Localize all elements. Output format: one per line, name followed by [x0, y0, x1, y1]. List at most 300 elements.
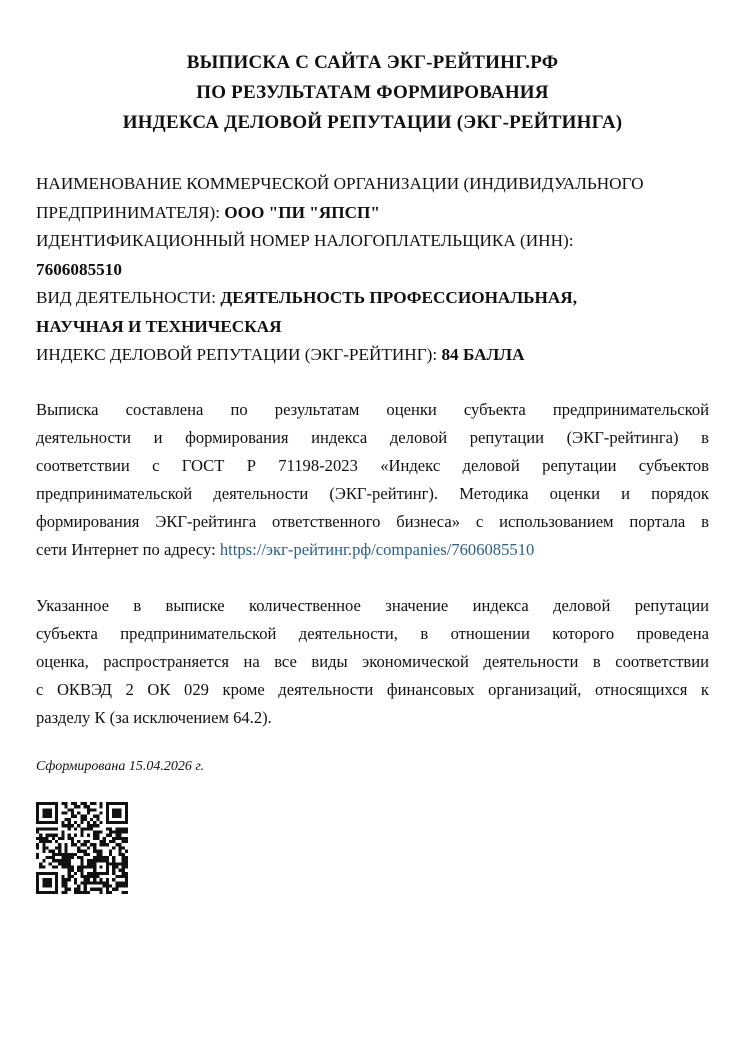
qr-module: [71, 875, 74, 878]
qr-module: [106, 827, 109, 830]
qr-module: [118, 869, 121, 872]
qr-module: [36, 888, 39, 891]
qr-module: [74, 802, 77, 805]
qr-module: [36, 827, 39, 830]
qr-module: [39, 821, 42, 824]
qr-module: [80, 869, 83, 872]
qr-module: [74, 815, 77, 818]
qr-module: [106, 865, 109, 868]
qr-module: [80, 875, 83, 878]
qr-module: [96, 888, 99, 891]
qr-module: [115, 862, 118, 865]
qr-module: [74, 805, 77, 808]
qr-module: [68, 862, 71, 865]
qr-module: [65, 859, 68, 862]
qr-module: [118, 843, 121, 846]
qr-module: [74, 821, 77, 824]
qr-module: [36, 802, 39, 805]
qr-module: [84, 884, 87, 887]
qr-module: [46, 834, 49, 837]
qr-module: [77, 812, 80, 815]
qr-module: [68, 859, 71, 862]
qr-module: [42, 815, 45, 818]
qr-module: [61, 834, 64, 837]
qr-module: [68, 888, 71, 891]
qr-module: [58, 843, 61, 846]
qr-module: [84, 802, 87, 805]
qr-module: [96, 875, 99, 878]
qr-module: [93, 859, 96, 862]
paragraph-line: Выписка составлена по результатам оценки субъекта предпринимательской: [36, 400, 709, 419]
qr-module: [122, 869, 125, 872]
qr-module: [46, 837, 49, 840]
qr-module: [125, 850, 128, 853]
qr-module: [96, 881, 99, 884]
qr-module: [84, 840, 87, 843]
qr-module: [74, 872, 77, 875]
qr-module: [71, 865, 74, 868]
qr-module: [49, 862, 52, 865]
qr-module: [39, 837, 42, 840]
qr-module: [42, 865, 45, 868]
qr-module: [65, 862, 68, 865]
qr-module: [55, 802, 58, 805]
org-name-row: [36, 199, 716, 228]
qr-module: [49, 891, 52, 894]
qr-module: [93, 869, 96, 872]
qr-module: [96, 815, 99, 818]
qr-module: [122, 831, 125, 834]
qr-module: [49, 878, 52, 881]
qr-module: [39, 872, 42, 875]
qr-module: [118, 834, 121, 837]
qr-module: [106, 884, 109, 887]
qr-module: [106, 859, 109, 862]
qr-module: [55, 872, 58, 875]
qr-module: [115, 888, 118, 891]
title-line-3: ИНДЕКСА ДЕЛОВОЙ РЕПУТАЦИИ (ЭКГ-РЕЙТИНГА): [122, 112, 623, 133]
qr-module: [106, 856, 109, 859]
qr-module: [46, 881, 49, 884]
qr-module: [90, 859, 93, 862]
qr-module: [96, 856, 99, 859]
qr-module: [42, 872, 45, 875]
qr-module: [61, 856, 64, 859]
qr-module: [65, 853, 68, 856]
qr-module: [80, 831, 83, 834]
qr-module: [118, 846, 121, 849]
qr-module: [58, 862, 61, 865]
qr-module: [36, 878, 39, 881]
qr-module: [118, 850, 121, 853]
qr-module: [42, 840, 45, 843]
qr-module: [125, 808, 128, 811]
qr-module: [68, 827, 71, 830]
qr-module: [36, 884, 39, 887]
qr-module: [61, 884, 64, 887]
qr-module: [122, 862, 125, 865]
qr-module: [118, 827, 121, 830]
qr-module: [55, 815, 58, 818]
qr-module: [52, 872, 55, 875]
qr-module: [39, 840, 42, 843]
qr-module: [87, 827, 90, 830]
qr-module: [106, 821, 109, 824]
qr-module: [115, 881, 118, 884]
qr-module: [39, 865, 42, 868]
qr-module: [118, 831, 121, 834]
qr-module: [87, 891, 90, 894]
company-page-link[interactable]: https://экг-рейтинг.рф/companies/7606085510: [219, 540, 535, 559]
qr-module: [99, 872, 102, 875]
activity-row: [36, 284, 716, 313]
qr-module: [115, 802, 118, 805]
qr-module: [125, 891, 128, 894]
qr-module: [125, 875, 128, 878]
qr-module: [55, 805, 58, 808]
qr-module: [55, 891, 58, 894]
qr-module: [90, 843, 93, 846]
qr-module: [90, 881, 93, 884]
qr-module: [42, 808, 45, 811]
qr-module: [112, 821, 115, 824]
qr-module: [122, 853, 125, 856]
qr-module: [46, 802, 49, 805]
qr-module: [118, 821, 121, 824]
qr-module: [68, 834, 71, 837]
qr-module: [118, 881, 121, 884]
qr-module: [55, 859, 58, 862]
qr-module: [118, 853, 121, 856]
qr-module: [42, 891, 45, 894]
qr-module: [58, 859, 61, 862]
qr-module: [77, 884, 80, 887]
qr-module: [65, 878, 68, 881]
qr-module: [65, 846, 68, 849]
qr-module: [42, 802, 45, 805]
qr-module: [84, 891, 87, 894]
qr-module: [61, 812, 64, 815]
qr-module: [58, 846, 61, 849]
qr-module: [87, 821, 90, 824]
qr-module: [52, 834, 55, 837]
qr-module: [77, 856, 80, 859]
qr-module: [65, 881, 68, 884]
qr-module: [61, 875, 64, 878]
qr-module: [109, 891, 112, 894]
qr-module: [36, 815, 39, 818]
qr-module: [55, 881, 58, 884]
qr-module: [99, 840, 102, 843]
qr-module: [99, 891, 102, 894]
qr-module: [109, 853, 112, 856]
qr-module: [103, 859, 106, 862]
qr-module: [109, 840, 112, 843]
qr-module: [93, 865, 96, 868]
qr-module: [84, 853, 87, 856]
qr-module: [46, 812, 49, 815]
qr-module: [93, 834, 96, 837]
qr-module: [112, 815, 115, 818]
qr-module: [39, 827, 42, 830]
qr-module: [96, 831, 99, 834]
qr-module: [84, 850, 87, 853]
qr-module: [103, 856, 106, 859]
qr-module: [87, 862, 90, 865]
qr-module: [55, 878, 58, 881]
index-scope-paragraph: [36, 592, 709, 732]
qr-module: [106, 869, 109, 872]
qr-module: [96, 834, 99, 837]
paragraph-line: формирования ЭКГ-рейтинга ответственного бизнеса» с использованием портала в: [36, 512, 709, 531]
qr-module: [109, 862, 112, 865]
qr-module: [109, 821, 112, 824]
qr-module: [84, 827, 87, 830]
qr-module: [125, 859, 128, 862]
qr-module: [96, 818, 99, 821]
paragraph-last-line: [36, 536, 709, 564]
qr-module: [125, 812, 128, 815]
qr-module: [68, 853, 71, 856]
qr-module: [36, 821, 39, 824]
qr-module: [55, 840, 58, 843]
qr-module: [42, 878, 45, 881]
qr-module: [55, 834, 58, 837]
qr-module: [58, 837, 61, 840]
qr-module: [52, 837, 55, 840]
qr-module: [96, 850, 99, 853]
qr-module: [122, 881, 125, 884]
qr-module: [115, 812, 118, 815]
qr-module: [46, 808, 49, 811]
qr-module: [84, 875, 87, 878]
qr-module: [65, 805, 68, 808]
qr-module: [112, 802, 115, 805]
qr-module: [122, 859, 125, 862]
qr-module: [106, 843, 109, 846]
qr-module: [74, 878, 77, 881]
qr-module: [125, 818, 128, 821]
qr-module: [49, 821, 52, 824]
qr-module: [115, 831, 118, 834]
qr-module: [68, 808, 71, 811]
qr-module: [55, 884, 58, 887]
qr-module: [84, 815, 87, 818]
qr-module: [49, 815, 52, 818]
qr-module: [65, 843, 68, 846]
qr-module: [115, 884, 118, 887]
qr-module: [84, 881, 87, 884]
qr-module: [87, 875, 90, 878]
qr-module: [122, 846, 125, 849]
qr-module: [61, 821, 64, 824]
activity-label: ВИД ДЕЯТЕЛЬНОСТИ:: [36, 288, 221, 307]
qr-module: [80, 872, 83, 875]
qr-module: [87, 878, 90, 881]
qr-module: [93, 837, 96, 840]
qr-module: [122, 840, 125, 843]
qr-module: [99, 865, 102, 868]
qr-module: [61, 878, 64, 881]
qr-module: [65, 888, 68, 891]
qr-module: [49, 827, 52, 830]
qr-module: [106, 812, 109, 815]
qr-module: [77, 891, 80, 894]
qr-module: [122, 872, 125, 875]
qr-module: [80, 859, 83, 862]
qr-module: [42, 881, 45, 884]
qr-module: [65, 891, 68, 894]
qr-module: [52, 827, 55, 830]
qr-module: [93, 815, 96, 818]
qr-module: [87, 812, 90, 815]
qr-module: [112, 878, 115, 881]
qr-module: [71, 856, 74, 859]
qr-module: [112, 865, 115, 868]
qr-module: [125, 878, 128, 881]
qr-module: [77, 865, 80, 868]
qr-module: [77, 840, 80, 843]
qr-module: [118, 875, 121, 878]
qr-module: [115, 815, 118, 818]
qr-module: [58, 850, 61, 853]
qr-module: [122, 837, 125, 840]
qr-module: [125, 862, 128, 865]
index-label: ИНДЕКС ДЕЛОВОЙ РЕПУТАЦИИ (ЭКГ-РЕЙТИНГ):: [36, 345, 442, 364]
qr-module: [80, 818, 83, 821]
qr-module: [42, 837, 45, 840]
qr-module: [61, 802, 64, 805]
qr-module: [68, 824, 71, 827]
qr-module: [61, 881, 64, 884]
qr-module: [80, 865, 83, 868]
qr-module: [49, 834, 52, 837]
qr-module: [90, 888, 93, 891]
qr-module: [90, 808, 93, 811]
qr-module: [93, 875, 96, 878]
qr-module: [96, 824, 99, 827]
qr-module: [80, 834, 83, 837]
qr-module: [93, 888, 96, 891]
qr-module: [106, 881, 109, 884]
inn-value: 7606085510: [36, 259, 122, 279]
link-prefix: сети Интернет по адресу:: [36, 540, 220, 559]
qr-module: [68, 865, 71, 868]
qr-module: [99, 856, 102, 859]
qr-module: [87, 881, 90, 884]
qr-module: [87, 865, 90, 868]
qr-module: [118, 808, 121, 811]
qr-module: [55, 827, 58, 830]
qr-module: [93, 850, 96, 853]
qr-module: [103, 872, 106, 875]
qr-module: [109, 831, 112, 834]
qr-module: [112, 808, 115, 811]
qr-module: [115, 843, 118, 846]
qr-module: [80, 862, 83, 865]
paragraph-line: соответствии с ГОСТ Р 71198-2023 «Индекс деловой репутации субъектов: [36, 456, 709, 475]
qr-module: [118, 812, 121, 815]
qr-module: [80, 821, 83, 824]
qr-module: [52, 802, 55, 805]
qr-module: [39, 891, 42, 894]
qr-module: [49, 881, 52, 884]
qr-module: [109, 834, 112, 837]
qr-module: [36, 843, 39, 846]
qr-code-icon[interactable]: [36, 802, 128, 894]
qr-module: [68, 837, 71, 840]
qr-module: [106, 891, 109, 894]
qr-module: [61, 859, 64, 862]
qr-module: [65, 856, 68, 859]
qr-module: [99, 821, 102, 824]
qr-module: [71, 840, 74, 843]
qr-module: [77, 869, 80, 872]
qr-module: [99, 831, 102, 834]
qr-module: [125, 837, 128, 840]
paragraph-line: предпринимательской деятельности (ЭКГ-рейтинг). Методика оценки и порядок: [36, 484, 709, 503]
qr-module: [93, 872, 96, 875]
qr-module: [68, 872, 71, 875]
qr-module: [125, 802, 128, 805]
qr-module: [42, 843, 45, 846]
document-title: [0, 48, 745, 138]
qr-module: [99, 812, 102, 815]
qr-module: [125, 856, 128, 859]
qr-module: [42, 859, 45, 862]
qr-module: [36, 837, 39, 840]
qr-module: [103, 881, 106, 884]
qr-module: [68, 878, 71, 881]
qr-module: [52, 865, 55, 868]
qr-module: [90, 802, 93, 805]
qr-module: [99, 850, 102, 853]
qr-module: [36, 818, 39, 821]
qr-module: [55, 865, 58, 868]
qr-module: [80, 815, 83, 818]
qr-module: [36, 891, 39, 894]
qr-module: [125, 840, 128, 843]
qr-module: [55, 853, 58, 856]
activity-value-line-1: ДЕЯТЕЛЬНОСТЬ ПРОФЕССИОНАЛЬНАЯ,: [220, 288, 578, 307]
qr-module: [65, 850, 68, 853]
qr-module: [84, 818, 87, 821]
qr-module: [61, 862, 64, 865]
qr-module: [80, 856, 83, 859]
qr-module: [106, 815, 109, 818]
qr-module: [96, 859, 99, 862]
qr-module: [80, 891, 83, 894]
qr-module: [90, 824, 93, 827]
qr-module: [96, 853, 99, 856]
qr-module: [65, 802, 68, 805]
qr-module: [112, 862, 115, 865]
qr-module: [106, 805, 109, 808]
qr-module: [90, 818, 93, 821]
qr-module: [115, 821, 118, 824]
qr-module: [115, 837, 118, 840]
qr-module: [115, 827, 118, 830]
qr-module: [125, 881, 128, 884]
qr-module: [61, 865, 64, 868]
qr-module: [93, 862, 96, 865]
qr-module: [49, 812, 52, 815]
qr-module: [87, 859, 90, 862]
qr-module: [71, 824, 74, 827]
qr-module: [46, 856, 49, 859]
qr-module: [52, 821, 55, 824]
qr-module: [84, 843, 87, 846]
